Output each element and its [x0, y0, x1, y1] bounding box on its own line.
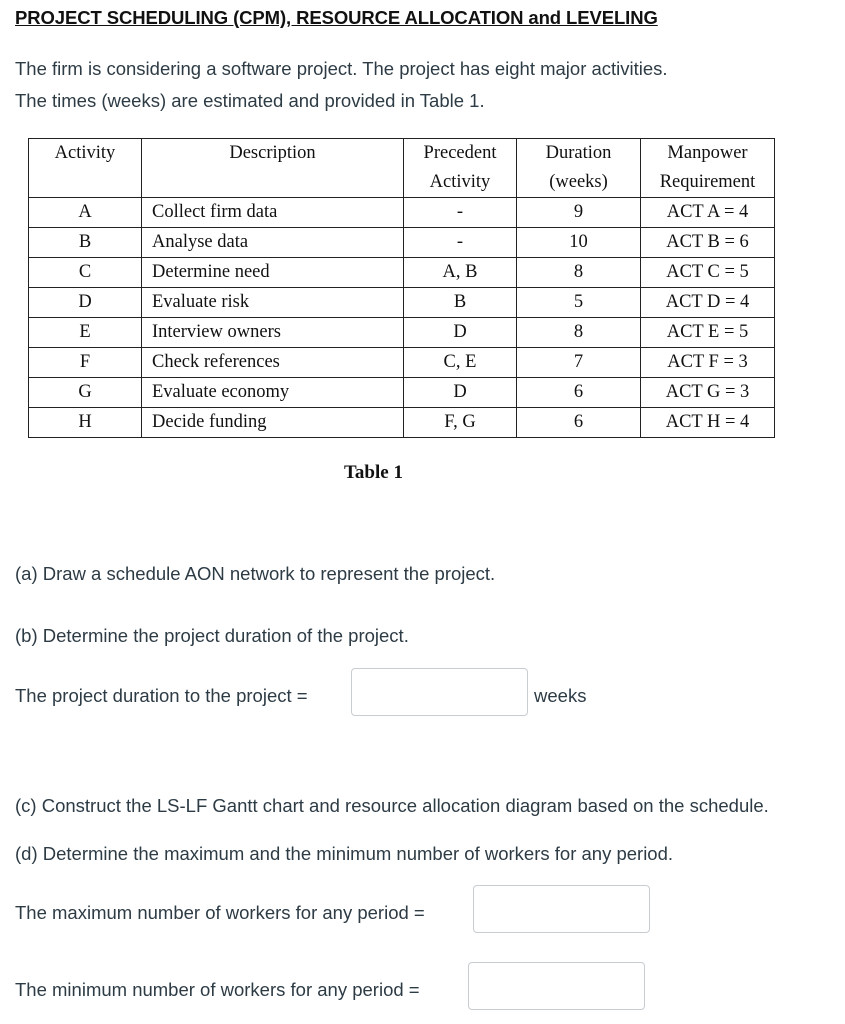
table-cell: Interview owners [142, 318, 404, 348]
table-cell: ACT D = 4 [641, 288, 775, 318]
header-label: Description [229, 143, 316, 163]
intro-line-2: The times (weeks) are estimated and provided in Table 1. [15, 90, 485, 111]
table-caption: Table 1 [344, 462, 403, 483]
table-cell: 6 [517, 408, 641, 438]
header-precedent [404, 139, 517, 198]
table-row [29, 408, 775, 438]
table-row [29, 288, 775, 318]
header-duration [517, 139, 641, 198]
table-cell: ACT A = 4 [641, 198, 775, 228]
table-cell: 8 [517, 318, 641, 348]
table-cell: D [404, 318, 517, 348]
table-cell: Determine need [142, 258, 404, 288]
header-activity [29, 139, 142, 198]
intro-line-1: The firm is considering a software project. The project has eight major activities. [15, 58, 668, 79]
table-header-row [29, 139, 775, 198]
header-label: Duration [545, 143, 612, 163]
table-cell: 9 [517, 198, 641, 228]
table-cell: ACT E = 5 [641, 318, 775, 348]
table-cell: - [404, 198, 517, 228]
table-cell: ACT C = 5 [641, 258, 775, 288]
table-row [29, 348, 775, 378]
page-title: PROJECT SCHEDULING (CPM), RESOURCE ALLOCATION and LEVELING [15, 7, 658, 28]
header-manpower [641, 139, 775, 198]
table-cell: B [404, 288, 517, 318]
table-cell: 7 [517, 348, 641, 378]
table-cell: H [29, 408, 142, 438]
table-cell: Evaluate economy [142, 378, 404, 408]
table-cell: ACT F = 3 [641, 348, 775, 378]
table-cell: D [404, 378, 517, 408]
activity-table [28, 138, 775, 438]
table-cell: E [29, 318, 142, 348]
table-cell: C [29, 258, 142, 288]
table-row [29, 258, 775, 288]
table-cell: B [29, 228, 142, 258]
table-row [29, 198, 775, 228]
header-label: Activity [54, 143, 116, 163]
header-label: Activity [429, 172, 491, 192]
table-cell: ACT G = 3 [641, 378, 775, 408]
table-cell: D [29, 288, 142, 318]
table-cell: F, G [404, 408, 517, 438]
table-cell: A [29, 198, 142, 228]
table-cell: 10 [517, 228, 641, 258]
table-cell: Check references [142, 348, 404, 378]
header-label: Requirement [659, 172, 756, 192]
table-cell: Collect firm data [142, 198, 404, 228]
table-row [29, 228, 775, 258]
table-cell: ACT H = 4 [641, 408, 775, 438]
duration-answer-input[interactable] [351, 668, 528, 716]
header-description [142, 139, 404, 198]
header-label: (weeks) [549, 172, 608, 192]
table-cell: - [404, 228, 517, 258]
duration-prompt: The project duration to the project = [15, 685, 308, 706]
table-cell: 6 [517, 378, 641, 408]
table-cell: A, B [404, 258, 517, 288]
table-cell: Evaluate risk [142, 288, 404, 318]
question-b: (b) Determine the project duration of the project. [15, 625, 409, 646]
min-workers-prompt: The minimum number of workers for any period = [15, 979, 420, 1000]
table-cell: ACT B = 6 [641, 228, 775, 258]
table-cell: C, E [404, 348, 517, 378]
table-cell: 8 [517, 258, 641, 288]
table-cell: F [29, 348, 142, 378]
table-cell: 5 [517, 288, 641, 318]
table-row [29, 378, 775, 408]
max-workers-input[interactable] [473, 885, 650, 933]
intro-text [15, 53, 668, 117]
max-workers-prompt: The maximum number of workers for any period = [15, 902, 425, 923]
question-c: (c) Construct the LS-LF Gantt chart and resource allocation diagram based on the schedule. [15, 795, 769, 816]
question-a: (a) Draw a schedule AON network to represent the project. [15, 563, 496, 584]
table-cell: Decide funding [142, 408, 404, 438]
question-d: (d) Determine the maximum and the minimum number of workers for any period. [15, 843, 674, 864]
table-cell: Analyse data [142, 228, 404, 258]
header-label: Manpower [667, 143, 748, 163]
table-row [29, 318, 775, 348]
header-label: Precedent [423, 143, 497, 163]
min-workers-input[interactable] [468, 962, 645, 1010]
table-cell: G [29, 378, 142, 408]
duration-unit: weeks [534, 685, 587, 706]
